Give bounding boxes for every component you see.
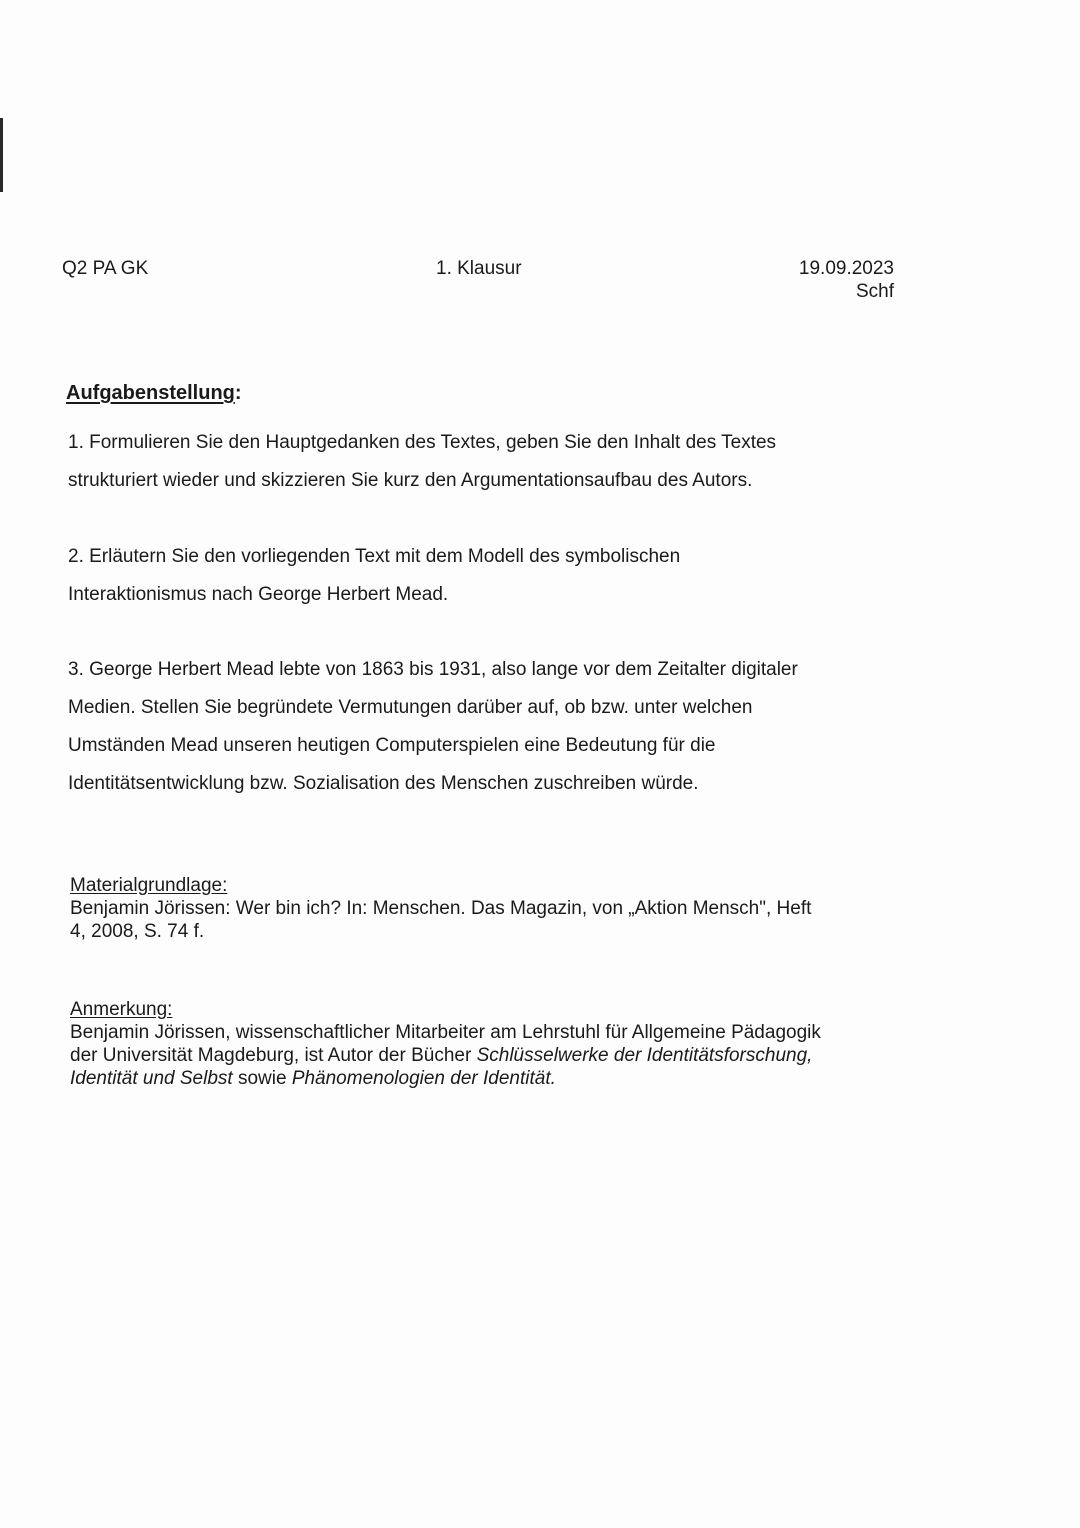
note-line-3-end: .: [550, 1068, 556, 1089]
task-1: [68, 424, 948, 500]
note-line-2: [70, 1044, 950, 1067]
book-title-1: Schlüsselwerke der Identitätsforschung,: [476, 1045, 813, 1066]
task-3: [68, 651, 948, 803]
note-line-2-text: der Universität Magdeburg, ist Autor der Bücher: [70, 1045, 477, 1066]
task-3-line-2: Medien. Stellen Sie begründete Vermutungen darüber auf, ob bzw. unter welchen: [68, 697, 753, 718]
exam-label: 1. Klausur: [436, 258, 522, 279]
course-label: Q2 PA GK: [62, 258, 149, 279]
task-2-line-2: Interaktionismus nach George Herbert Mead.: [68, 584, 449, 605]
teacher-code: Schf: [855, 281, 894, 302]
task-2: [68, 538, 948, 614]
task-1-line-2: strukturiert wieder und skizzieren Sie kurz den Argumentationsaufbau des Autors.: [68, 470, 753, 491]
task-3-line-1: 3. George Herbert Mead lebte von 1863 bis 1931, also lange vor dem Zeitalter digitaler: [68, 659, 798, 680]
header-meta: [720, 257, 894, 303]
book-title-3: Phänomenologien der Identität: [291, 1068, 551, 1089]
task-3-line-3: Umständen Mead unseren heutigen Computerspielen eine Bedeutung für die: [68, 735, 716, 756]
task-heading-label: Aufgabenstellung: [66, 382, 235, 404]
material-section: [70, 874, 950, 943]
note-label: Anmerkung:: [70, 999, 173, 1020]
material-line-2: 4, 2008, S. 74 f.: [70, 921, 205, 942]
scan-edge-mark: [0, 118, 3, 192]
note-line-3-text: sowie: [232, 1068, 292, 1089]
material-line-1: Benjamin Jörissen: Wer bin ich? In: Menschen. Das Magazin, von „Aktion Mensch", Heft: [70, 898, 812, 919]
task-1-line-1: 1. Formulieren Sie den Hauptgedanken des Textes, geben Sie den Inhalt des Textes: [68, 432, 777, 453]
task-heading-colon: :: [234, 382, 242, 404]
exam-date: 19.09.2023: [798, 258, 894, 279]
task-2-line-1: 2. Erläutern Sie den vorliegenden Text mit dem Modell des symbolischen: [68, 546, 681, 567]
note-line-3: [70, 1067, 950, 1090]
book-title-2: Identität und Selbst: [70, 1068, 233, 1089]
task-heading: [66, 381, 242, 405]
task-3-line-4: Identitätsentwicklung bzw. Sozialisation des Menschen zuschreiben würde.: [68, 773, 699, 794]
note-line-1: Benjamin Jörissen, wissenschaftlicher Mitarbeiter am Lehrstuhl für Allgemeine Pädagogik: [70, 1022, 821, 1043]
material-label: Materialgrundlage:: [70, 875, 228, 896]
note-section: [70, 998, 950, 1090]
